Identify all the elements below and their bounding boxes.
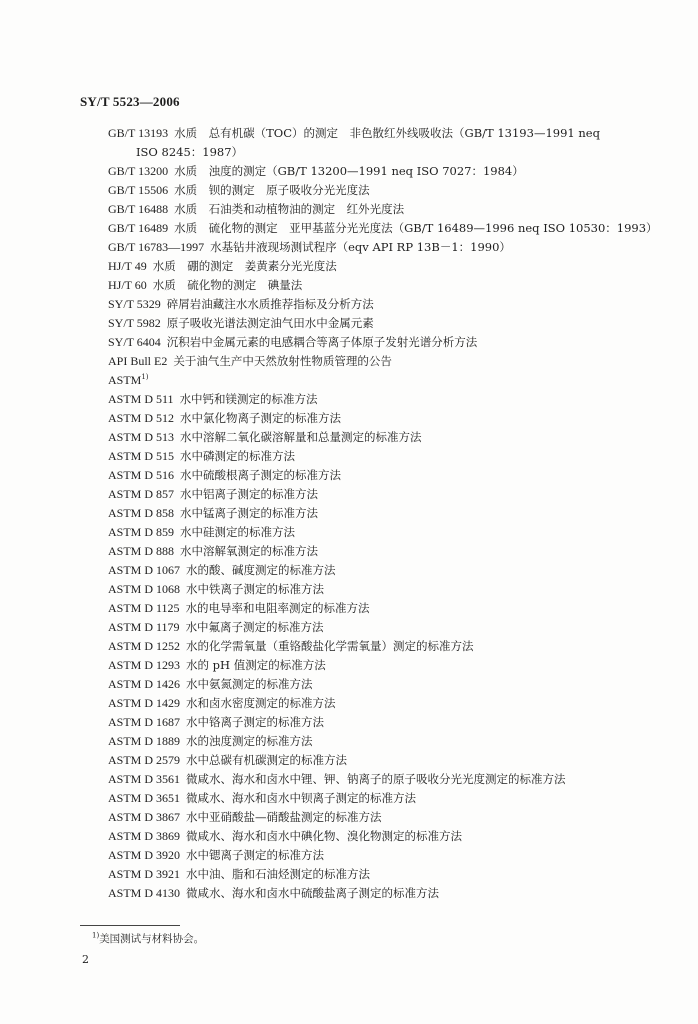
reference-code: ASTM D 3920 bbox=[108, 848, 181, 862]
reference-title: 水中磷测定的标准方法 bbox=[180, 449, 296, 463]
reference-title: 水中铝离子测定的标准方法 bbox=[180, 487, 319, 501]
reference-item bbox=[108, 447, 668, 466]
reference-title: 水质 硼的测定 姜黄素分光光度法 bbox=[152, 259, 337, 273]
reference-title: 水质 总有机碳（TOC）的测定 非色散红外线吸收法（GB/T 13193—1991 neq bbox=[174, 126, 600, 140]
reference-code: ASTM D 857 bbox=[108, 487, 175, 501]
reference-code: ASTM D 2579 bbox=[108, 753, 181, 767]
reference-title: 水中溶解氧测定的标准方法 bbox=[180, 544, 319, 558]
reference-item bbox=[108, 200, 668, 219]
reference-code: GB/T 13193 bbox=[108, 126, 169, 140]
reference-item bbox=[108, 276, 668, 295]
reference-item bbox=[108, 238, 668, 257]
reference-item bbox=[108, 314, 668, 333]
reference-title: 水中氨氮测定的标准方法 bbox=[186, 677, 313, 691]
reference-code: ASTM D 858 bbox=[108, 506, 175, 520]
reference-code: GB/T 15506 bbox=[108, 183, 169, 197]
reference-code: GB/T 16783—1997 bbox=[108, 240, 205, 254]
page-number: 2 bbox=[82, 953, 89, 966]
reference-title: 沉积岩中金属元素的电感耦合等离子体原子发射光谱分析方法 bbox=[166, 335, 478, 349]
reference-item bbox=[108, 770, 668, 789]
reference-footnote-marker: 1) bbox=[141, 373, 149, 382]
reference-title: 水的化学需氧量（重铬酸盐化学需氧量）测定的标准方法 bbox=[186, 639, 474, 653]
reference-item bbox=[108, 827, 668, 846]
reference-title: 水中溶解二氧化碳溶解量和总量测定的标准方法 bbox=[180, 430, 422, 444]
reference-title: 微咸水、海水和卤水中锂、钾、钠离子的原子吸收分光光度测定的标准方法 bbox=[186, 772, 566, 786]
reference-item bbox=[108, 561, 668, 580]
reference-code: GB/T 16489 bbox=[108, 221, 169, 235]
reference-item bbox=[108, 542, 668, 561]
reference-code: ASTM D 516 bbox=[108, 468, 175, 482]
reference-title: 水质 硫化物的测定 碘量法 bbox=[152, 278, 303, 292]
reference-code: ASTM D 4130 bbox=[108, 886, 181, 900]
reference-item bbox=[108, 618, 668, 637]
footnote-marker: 1) bbox=[92, 931, 100, 940]
reference-item bbox=[108, 675, 668, 694]
reference-item bbox=[108, 580, 668, 599]
reference-title: 水中油、脂和石油烃测定的标准方法 bbox=[186, 867, 371, 881]
reference-item bbox=[108, 466, 668, 485]
reference-title: 微咸水、海水和卤水中钡离子测定的标准方法 bbox=[186, 791, 417, 805]
reference-code: ASTM D 1068 bbox=[108, 582, 181, 596]
reference-title: 水和卤水密度测定的标准方法 bbox=[186, 696, 336, 710]
reference-title: 水的电导率和电阻率测定的标准方法 bbox=[185, 601, 370, 615]
reference-title-continuation: ISO 8245：1987） bbox=[136, 145, 244, 159]
reference-code: HJ/T 60 bbox=[108, 278, 147, 292]
reference-item bbox=[108, 846, 668, 865]
reference-code: ASTM D 515 bbox=[108, 449, 175, 463]
reference-title: 水质 石油类和动植物油的测定 红外光度法 bbox=[174, 202, 405, 216]
standard-code-header: SY/T 5523—2006 bbox=[80, 94, 180, 109]
reference-item bbox=[108, 124, 668, 162]
reference-item bbox=[108, 409, 668, 428]
reference-code: SY/T 6404 bbox=[108, 335, 161, 349]
reference-title: 水中铁离子测定的标准方法 bbox=[186, 582, 325, 596]
reference-title: 水中硅测定的标准方法 bbox=[180, 525, 296, 539]
reference-item bbox=[108, 162, 668, 181]
reference-code: ASTM D 1293 bbox=[108, 658, 181, 672]
reference-title: 微咸水、海水和卤水中硫酸盐离子测定的标准方法 bbox=[186, 886, 440, 900]
reference-item bbox=[108, 219, 668, 238]
reference-code: ASTM D 859 bbox=[108, 525, 175, 539]
footnote-text: 美国测试与材料协会。 bbox=[99, 933, 205, 945]
reference-code: ASTM D 1252 bbox=[108, 639, 181, 653]
reference-item bbox=[108, 352, 668, 371]
reference-item bbox=[108, 371, 668, 390]
reference-item bbox=[108, 257, 668, 276]
reference-item bbox=[108, 865, 668, 884]
reference-title: 水中钙和镁测定的标准方法 bbox=[179, 392, 318, 406]
reference-item bbox=[108, 694, 668, 713]
reference-item bbox=[108, 504, 668, 523]
reference-item bbox=[108, 523, 668, 542]
reference-title: 水中氯化物离子测定的标准方法 bbox=[180, 411, 342, 425]
reference-code: ASTM D 3651 bbox=[108, 791, 181, 805]
reference-code: ASTM D 888 bbox=[108, 544, 175, 558]
reference-item bbox=[108, 808, 668, 827]
normative-references-list bbox=[108, 124, 668, 903]
reference-code: ASTM D 511 bbox=[108, 392, 174, 406]
reference-code: GB/T 16488 bbox=[108, 202, 169, 216]
reference-title: 水中硫酸根离子测定的标准方法 bbox=[180, 468, 342, 482]
reference-title: 水中锶离子测定的标准方法 bbox=[186, 848, 325, 862]
reference-code: SY/T 5329 bbox=[108, 297, 161, 311]
reference-code: ASTM D 1889 bbox=[108, 734, 181, 748]
reference-item bbox=[108, 656, 668, 675]
reference-title: 水质 硫化物的测定 亚甲基蓝分光光度法（GB/T 16489—1996 neq ISO 10530：1993） bbox=[174, 221, 658, 235]
reference-item bbox=[108, 390, 668, 409]
reference-code: ASTM D 1687 bbox=[108, 715, 181, 729]
reference-item bbox=[108, 181, 668, 200]
reference-code: ASTM D 3921 bbox=[108, 867, 181, 881]
reference-code: ASTM D 1125 bbox=[108, 601, 180, 615]
reference-item bbox=[108, 732, 668, 751]
reference-item bbox=[108, 637, 668, 656]
reference-code: ASTM bbox=[108, 373, 142, 387]
reference-title: 碎屑岩油藏注水水质推荐指标及分析方法 bbox=[166, 297, 374, 311]
reference-title: 水的浊度测定的标准方法 bbox=[186, 734, 313, 748]
reference-code: ASTM D 3867 bbox=[108, 810, 181, 824]
reference-item bbox=[108, 295, 668, 314]
reference-title: 水中亚硝酸盐—硝酸盐测定的标准方法 bbox=[186, 810, 382, 824]
reference-code: ASTM D 512 bbox=[108, 411, 175, 425]
reference-title: 关于油气生产中天然放射性物质管理的公告 bbox=[173, 354, 392, 368]
reference-code: ASTM D 1067 bbox=[108, 563, 181, 577]
reference-title: 水中锰离子测定的标准方法 bbox=[180, 506, 319, 520]
reference-title: 水中铬离子测定的标准方法 bbox=[186, 715, 325, 729]
reference-title: 原子吸收光谱法测定油气田水中金属元素 bbox=[166, 316, 374, 330]
reference-title: 水中氟离子测定的标准方法 bbox=[185, 620, 324, 634]
reference-title: 水中总碳有机碳测定的标准方法 bbox=[186, 753, 348, 767]
reference-code: HJ/T 49 bbox=[108, 259, 147, 273]
reference-code: ASTM D 3561 bbox=[108, 772, 181, 786]
reference-item bbox=[108, 789, 668, 808]
reference-title: 水基钻井液现场测试程序（eqv API RP 13B－1：1990） bbox=[210, 240, 511, 254]
reference-item bbox=[108, 333, 668, 352]
reference-title: 水质 钡的测定 原子吸收分光光度法 bbox=[174, 183, 370, 197]
reference-code: ASTM D 3869 bbox=[108, 829, 181, 843]
reference-title: 微咸水、海水和卤水中碘化物、溴化物测定的标准方法 bbox=[186, 829, 463, 843]
reference-code: SY/T 5982 bbox=[108, 316, 161, 330]
reference-code: ASTM D 1429 bbox=[108, 696, 181, 710]
reference-item bbox=[108, 428, 668, 447]
footnote-divider bbox=[80, 925, 180, 926]
footnote bbox=[92, 931, 204, 946]
reference-item bbox=[108, 599, 668, 618]
reference-code: ASTM D 1179 bbox=[108, 620, 180, 634]
reference-code: API Bull E2 bbox=[108, 354, 168, 368]
reference-item bbox=[108, 751, 668, 770]
reference-item bbox=[108, 884, 668, 903]
reference-code: ASTM D 513 bbox=[108, 430, 175, 444]
reference-code: GB/T 13200 bbox=[108, 164, 169, 178]
reference-title: 水的 pH 值测定的标准方法 bbox=[186, 658, 326, 672]
reference-title: 水质 浊度的测定（GB/T 13200—1991 neq ISO 7027：1984） bbox=[174, 164, 524, 178]
reference-title: 水的酸、碱度测定的标准方法 bbox=[186, 563, 336, 577]
reference-item bbox=[108, 485, 668, 504]
reference-code: ASTM D 1426 bbox=[108, 677, 181, 691]
reference-item bbox=[108, 713, 668, 732]
